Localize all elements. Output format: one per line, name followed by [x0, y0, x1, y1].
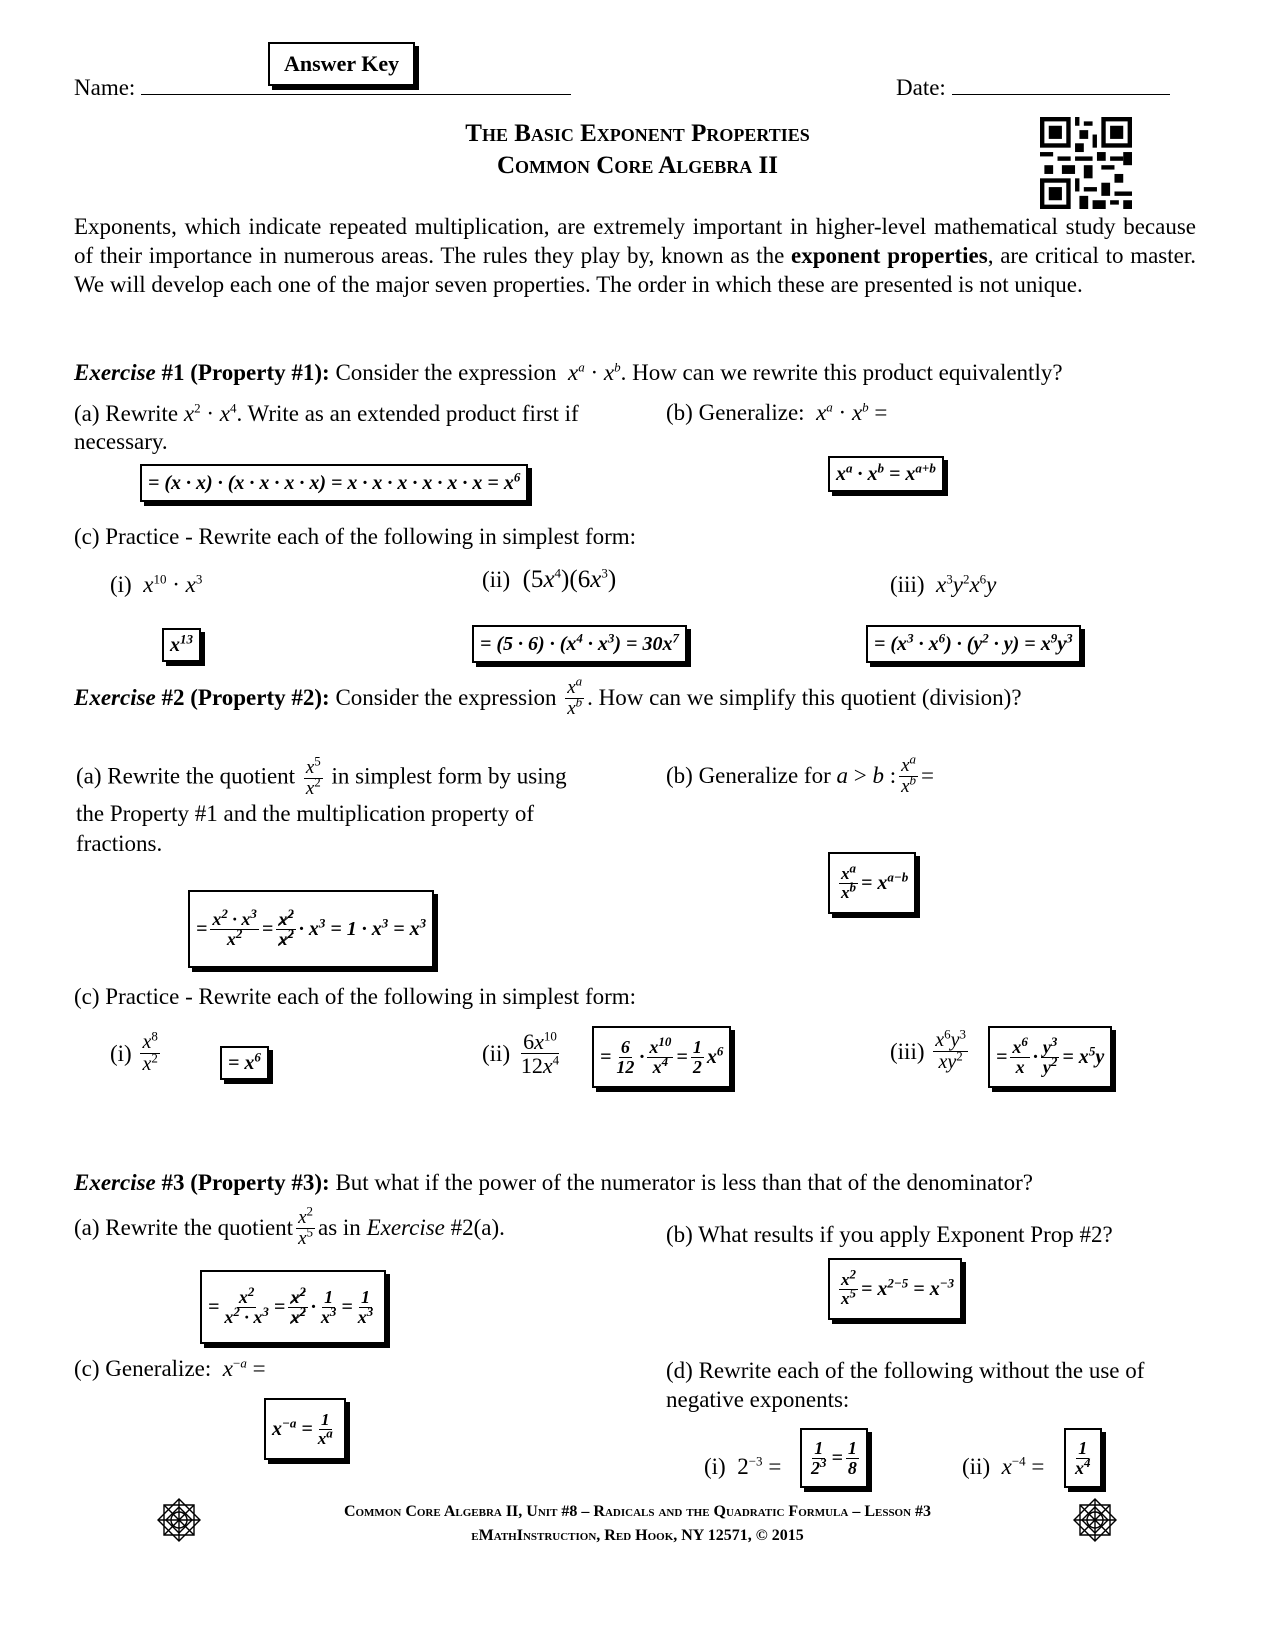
- item-i-label: (i): [704, 1454, 726, 1479]
- ex2-c-i: (i) $\frac{x^8}{x^2}$: [110, 1028, 158, 1075]
- part-a-text-2: . Write as an extended product first if necessary.: [74, 401, 579, 454]
- ex2-part-b: (b) Generalize for a > b : $\frac{x^a}{x^b}$ =: [666, 751, 935, 797]
- part-a-text-4: #2(a).: [450, 1215, 505, 1241]
- property-label: #1 (Property #1):: [161, 360, 330, 385]
- answer-key-label: Answer Key: [284, 51, 400, 76]
- ex3-d-i: (i) $2^{-3}$ =: [704, 1453, 782, 1479]
- item-i-label: (i): [110, 572, 132, 597]
- item-ii-label: (ii): [482, 567, 511, 592]
- ex3-part-c: (c) Generalize: $x^{-a}$ =: [74, 1355, 266, 1381]
- ex1-prompt-post: . How can we rewrite this product equivalently?: [620, 360, 1063, 385]
- exercise-1-prompt: [74, 360, 1063, 386]
- date-blank: [952, 74, 1170, 95]
- ex2-part-c: (c) Practice - Rewrite each of the following in simplest form:: [74, 984, 637, 1009]
- ex3-b-answer: $\frac{x^2}{x^5}$ = $x^{2-5} = x^{-3}$: [828, 1258, 962, 1320]
- ex1-c-iii-answer: = $(x^3 \cdot x^6) \cdot (y^2 \cdot y) = x^9y^3$: [866, 625, 1081, 663]
- item-ii-label: (ii): [962, 1454, 991, 1479]
- date-line: [896, 74, 1170, 101]
- ex2-c-iii: (iii) $\frac{x^6y^3}{xy^2}$: [890, 1026, 967, 1073]
- ex1-expression: $x^a \cdot x^b$: [567, 359, 621, 385]
- ex2-prompt-post: . How can we simplify this quotient (division)?: [587, 685, 1022, 711]
- ex3-part-b: (b) What results if you apply Exponent Prop #2?: [666, 1222, 1113, 1247]
- exercise-3-prompt: [74, 1170, 1033, 1196]
- exercise-label: Exercise: [74, 685, 156, 711]
- item-iii-label: (iii): [890, 572, 925, 597]
- part-a-text-2: as in: [318, 1215, 361, 1241]
- ex2-b-answer: $\frac{x^a}{x^b}$ = $x^{a-b}$: [828, 852, 916, 914]
- ex2-c-iii-answer: = $\frac{x^6}{x}$ · $\frac{y^3}{y^2}$ = $x^5y$: [988, 1026, 1112, 1088]
- ex1-part-b: (b) Generalize: $x^a \cdot x^b$ =: [666, 399, 888, 425]
- ex3-a-answer: = $\frac{x^2}{x^2 \cdot x^3}$ = $\frac{x^2}{x^2}$ · $\frac{1}{x^3}$ = $\frac{1}{x^3}$: [200, 1270, 386, 1344]
- ex1-c-ii-answer: = $(5 \cdot 6) \cdot (x^4 \cdot x^3) = 30x^7$: [472, 625, 687, 663]
- ex2-prompt-pre: Consider the expression: [335, 685, 557, 711]
- exercise-label: Exercise: [74, 360, 156, 385]
- intro-text-1: Exponents, which indicate repeated multiplication, are extremely important in higher-level mathematical study because of their importance in numerous areas. The rules they play by, known as the: [74, 214, 1196, 268]
- part-a-text-1: Rewrite the quotient: [107, 763, 296, 789]
- date-label: Date:: [896, 75, 946, 100]
- ex1-c-i: (i) $x^{10} \cdot x^3$: [110, 571, 203, 597]
- ex3-d-ii-answer: $\frac{1}{x^4}$: [1064, 1428, 1102, 1488]
- ex3-c-answer: $x^{-a}$ = $\frac{1}{x^a}$: [264, 1398, 346, 1460]
- intro-paragraph: [74, 212, 1196, 299]
- footer-line-2: eMathInstruction, Red Hook, NY 12571, © 2015: [471, 1527, 804, 1544]
- ex2-fraction: $\frac{x^a}{x^b}$: [567, 673, 583, 719]
- item-i-label: (i): [110, 1040, 132, 1066]
- name-line: [74, 74, 571, 101]
- ex1-part-c: (c) Practice - Rewrite each of the following in simplest form:: [74, 524, 637, 549]
- ex1-a-answer: = $(x \cdot x) \cdot (x \cdot x \cdot x \cdot x) = x \cdot x \cdot x \cdot x \cdot x \cdot x = x^6$: [140, 464, 528, 502]
- ex3-prompt: But what if the power of the numerator is less than that of the denominator?: [335, 1170, 1033, 1195]
- property-label: #2 (Property #2):: [161, 685, 330, 711]
- title-line-2: Common Core Algebra II: [497, 152, 778, 179]
- ex3-d-i-answer: $\frac{1}{2^3}$ = $\frac{1}{8}$: [800, 1428, 868, 1488]
- exercise-2-prompt: [74, 673, 1022, 719]
- part-b-text: (b) Generalize for: [666, 763, 831, 789]
- ex2-part-a: (a) Rewrite the quotient $\frac{x^5}{x^2}$ in simplest form by using the Property #1 and the multiplication property of fractions.: [76, 753, 567, 856]
- part-a-text-3: Exercise: [366, 1215, 445, 1241]
- footer-line-1: Common Core Algebra II, Unit #8 – Radicals and the Quadratic Formula – Lesson #3: [343, 1503, 932, 1520]
- property-label: #3 (Property #3):: [161, 1170, 330, 1195]
- ex2-c-i-answer: = $x^6$: [220, 1046, 269, 1080]
- part-c-text: (c) Generalize:: [74, 1356, 212, 1381]
- part-a-label: (a): [76, 763, 102, 789]
- item-ii-label: (ii): [482, 1040, 511, 1066]
- title-line-1: The Basic Exponent Properties: [465, 120, 810, 147]
- qr-code-icon: [1040, 117, 1132, 209]
- ex2-c-ii: (ii) $\frac{6x^{10}}{12x^4}$: [482, 1028, 560, 1079]
- ex3-d-ii: (ii) $x^{-4}$ =: [962, 1453, 1045, 1479]
- name-blank: [141, 74, 571, 95]
- part-a-label: (a): [74, 401, 100, 426]
- ex1-c-ii: (ii) $(5x^4)(6x^3)$: [482, 565, 617, 593]
- name-label: Name:: [74, 75, 136, 100]
- ex2-c-ii-answer: = $\frac{6}{12}$ · $\frac{x^{10}}{x^4}$ = $\frac{1}{2}$ $x^6$: [592, 1026, 731, 1088]
- ex3-part-d: (d) Rewrite each of the following without the use of negative exponents:: [666, 1358, 1145, 1412]
- part-a-text-1: Rewrite: [105, 401, 179, 426]
- ex1-c-i-answer: $x^{13}$: [162, 628, 201, 662]
- item-iii-label: (iii): [890, 1038, 925, 1064]
- ex1-c-iii: (iii) $x^3y^2x^6y$: [890, 571, 997, 597]
- intro-bold: exponent properties: [791, 243, 988, 268]
- part-a-text-2: in simplest form by using the Property #1 and the multiplication property of fractions.: [76, 763, 567, 856]
- part-b-text: Generalize:: [698, 400, 805, 425]
- ex1-part-a: (a) Rewrite $x^2 \cdot x^4$. Write as an extended product first if necessary.: [74, 400, 579, 454]
- ex2-a-answer: = $\frac{x^2 \cdot x^3}{x^2}$ = $\frac{x^2}{x^2}$ · $x^3 = 1 \cdot x^3 = x^3$: [188, 890, 434, 968]
- ex1-prompt-pre: Consider the expression: [335, 360, 557, 385]
- exercise-label: Exercise: [74, 1170, 156, 1195]
- ex3-part-a: (a) Rewrite the quotient $\frac{x^2}{x^5}$ as in Exercise #2(a).: [74, 1203, 505, 1249]
- part-b-label: (b): [666, 400, 693, 425]
- intro-text-2: , are critical to master. We will develop each one of the major seven properties. The order in which these are presented is not unique.: [74, 243, 1196, 297]
- part-a-text-1: (a) Rewrite the quotient: [74, 1215, 294, 1241]
- ex1-b-answer: $x^a \cdot x^b = x^{a+b}$: [828, 456, 944, 492]
